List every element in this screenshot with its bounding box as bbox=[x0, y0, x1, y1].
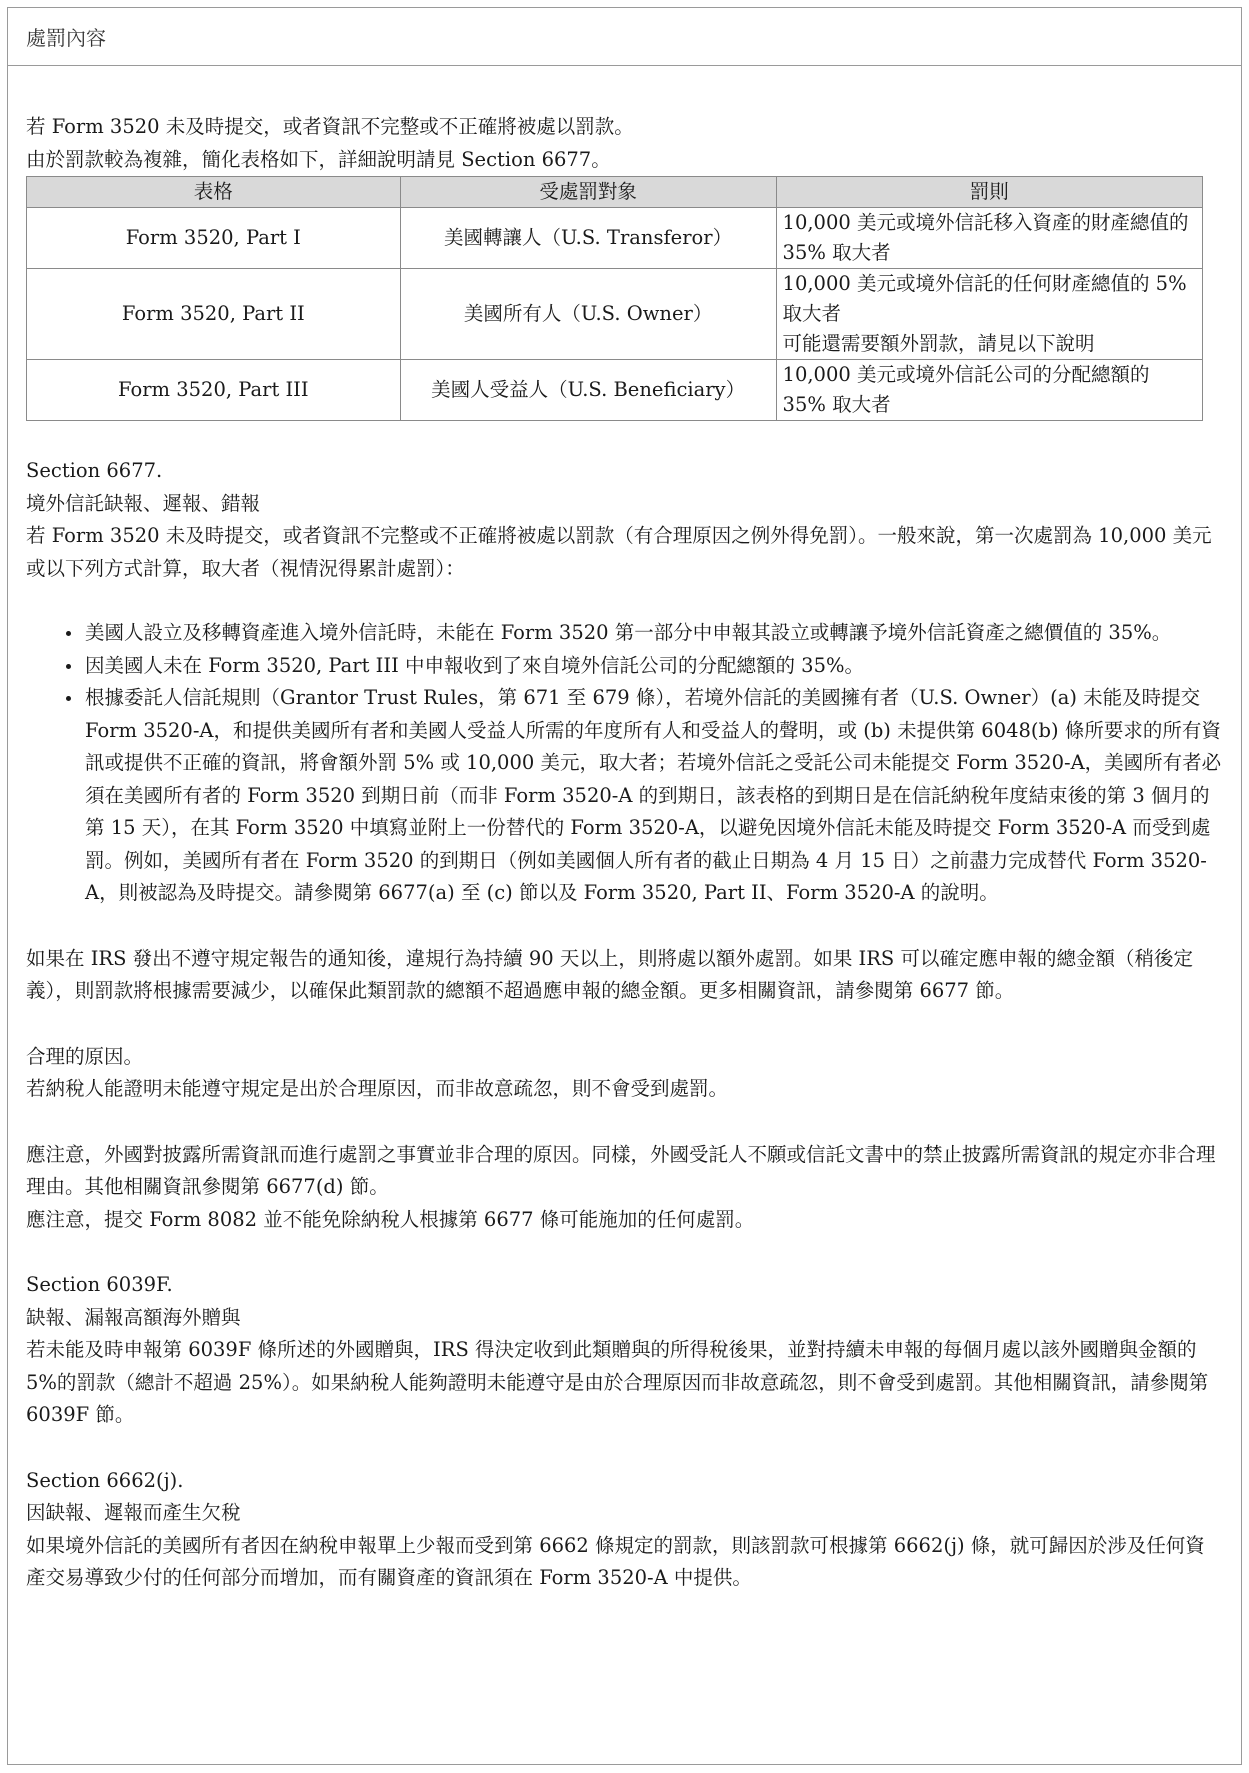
cell-target: 美國所有人（U.S. Owner） bbox=[400, 269, 776, 360]
section-6677-subheading: 境外信託缺報、遲報、錯報 bbox=[26, 491, 261, 515]
list-item: • 根據委託人信託規則（Grantor Trust Rules，第 671 至 679 條），若境外信託的美國擁有者（U.S. Owner）(a) 未能及時提交 Form 3520-A，和提供美國所有者和美國人受益人所需的年度所有人和受益人的聲明，或 (b) 未提供第 6048(b) 條所要求的所有資訊或提供不正確的資訊，將會額外罰 5% 或 10,000 美元，取大者；若境外信託之受託公司未能提交 Form 3520-A，美國所有者必須在美國所有者的 Form 3520 到期日前（而非 Form 3520-A 的到期日，該表格的到期日是在信託納稅年度結束後的第 3 個月的第 15 天），在其 Form 3520 中填寫並附上一份替代的 Form 3520-A，以避免因境外信託未能及時提交 Form 3520-A 而受到處罰。例如，美國所有者在 Form 3520 的到期日（例如美國個人所有者的截止日期為 4 月 15 日）之前盡力完成替代 Form 3520-A，則被認為及時提交。請參閱第 6677(a) 至 (c) 節以及 Form 3520, Part II、Form 3520-A 的說明。 bbox=[83, 682, 1223, 910]
intro bbox=[26, 111, 1223, 176]
cell-penalty bbox=[776, 269, 1202, 360]
reasonable-cause-heading: 合理的原因。 bbox=[26, 1044, 144, 1068]
section-6039f-subheading: 缺報、漏報高額海外贈與 bbox=[26, 1305, 241, 1329]
cell-target: 美國轉讓人（U.S. Transferor） bbox=[400, 208, 776, 269]
penalty-line: 10,000 美元或境外信託的任何財產總值的 5% 取大者 bbox=[782, 272, 1187, 325]
panel-title: 處罰內容 bbox=[26, 26, 106, 50]
section-6677-bullets bbox=[26, 617, 1223, 910]
table-row bbox=[27, 360, 1203, 421]
section-6662j-body: 如果境外信託的美國所有者因在納稅申報單上少報而受到第 6662 條規定的罰款，則該罰款可根據第 6662(j) 條，就可歸因於涉及任何資產交易導致少付的任何部分而增加，而有關資產的資訊須在 Form 3520-A 中提供。 bbox=[26, 1533, 1205, 1589]
penalty-line: 10,000 美元或境外信託移入資產的財產總值的 35% 取大者 bbox=[782, 211, 1189, 264]
section-6662j-heading: Section 6662(j). bbox=[26, 1468, 184, 1492]
table-header-row bbox=[27, 177, 1203, 208]
note bbox=[26, 1139, 1223, 1237]
note-line-2: 應注意，提交 Form 8082 並不能免除納稅人根據第 6677 條可能施加的任何處罰。 bbox=[26, 1207, 755, 1231]
table-row bbox=[27, 269, 1203, 360]
intro-line-1: 若 Form 3520 未及時提交，或者資訊不完整或不正確將被處以罰款。 bbox=[26, 115, 634, 138]
section-6039f bbox=[26, 1269, 1223, 1432]
section-6677 bbox=[26, 455, 1223, 910]
col-header-form: 表格 bbox=[27, 177, 401, 208]
section-6677-body: 若 Form 3520 未及時提交，或者資訊不完整或不正確將被處以罰款（有合理原因之例外得免罰）。一般來說，第一次處罰為 10,000 美元或以下列方式計算，取大者（視情況得累計處罰）： bbox=[26, 524, 1212, 580]
reasonable-cause bbox=[26, 1041, 1223, 1106]
additional-penalty-body: 如果在 IRS 發出不遵守規定報告的通知後，違規行為持續 90 天以上，則將處以額外處罰。如果 IRS 可以確定應申報的總金額（稍後定義），則罰款將根據需要減少，以確保此類罰款的總額不超過應申報的總金額。更多相關資訊，請參閱第 6677 節。 bbox=[26, 946, 1193, 1002]
penalty-panel bbox=[7, 7, 1242, 1765]
section-6662j-subheading: 因缺報、遲報而產生欠稅 bbox=[26, 1501, 241, 1524]
panel-body bbox=[8, 111, 1241, 1595]
panel-header bbox=[8, 8, 1241, 66]
table-row bbox=[27, 208, 1203, 269]
list-item: • 美國人設立及移轉資產進入境外信託時，未能在 Form 3520 第一部分中申報其設立或轉讓予境外信託資產之總價值的 35%。 bbox=[83, 617, 1223, 650]
penalty-table bbox=[26, 176, 1203, 421]
section-6039f-body: 若未能及時申報第 6039F 條所述的外國贈與，IRS 得決定收到此類贈與的所得稅後果，並對持續未申報的每個月處以該外國贈與金額的 5%的罰款（總計不超過 25%）。如果納稅人能夠證明未能遵守是由於合理原因而非故意疏忽，則不會受到處罰。其他相關資訊，請參閱第 6039F 節。 bbox=[26, 1338, 1209, 1426]
additional-penalty bbox=[26, 943, 1223, 1008]
cell-form: Form 3520, Part I bbox=[27, 208, 401, 269]
reasonable-cause-body: 若納稅人能證明未能遵守規定是出於合理原因，而非故意疏忽，則不會受到處罰。 bbox=[26, 1077, 729, 1100]
cell-form: Form 3520, Part II bbox=[27, 269, 401, 360]
col-header-penalty: 罰則 bbox=[776, 177, 1202, 208]
cell-penalty bbox=[776, 208, 1202, 269]
note-line-1: 應注意，外國對披露所需資訊而進行處罰之事實並非合理的原因。同樣，外國受託人不願或信託文書中的禁止披露所需資訊的規定亦非合理理由。其他相關資訊參閱第 6677(d) 節。 bbox=[26, 1142, 1216, 1198]
penalty-line: 可能還需要額外罰款，請見以下說明 bbox=[782, 332, 1095, 355]
cell-target: 美國人受益人（U.S. Beneficiary） bbox=[400, 360, 776, 421]
cell-form: Form 3520, Part III bbox=[27, 360, 401, 421]
col-header-target: 受處罰對象 bbox=[400, 177, 776, 208]
section-6662j bbox=[26, 1465, 1223, 1595]
section-6677-heading: Section 6677. bbox=[26, 459, 163, 482]
cell-penalty bbox=[776, 360, 1202, 421]
penalty-line: 10,000 美元或境外信託公司的分配總額的 35% 取大者 bbox=[782, 363, 1150, 416]
list-item: • 因美國人未在 Form 3520, Part III 中申報收到了來自境外信託公司的分配總額的 35%。 bbox=[83, 650, 1223, 683]
section-6039f-heading: Section 6039F. bbox=[26, 1273, 173, 1296]
intro-line-2: 由於罰款較為複雜，簡化表格如下，詳細說明請見 Section 6677。 bbox=[26, 147, 611, 171]
